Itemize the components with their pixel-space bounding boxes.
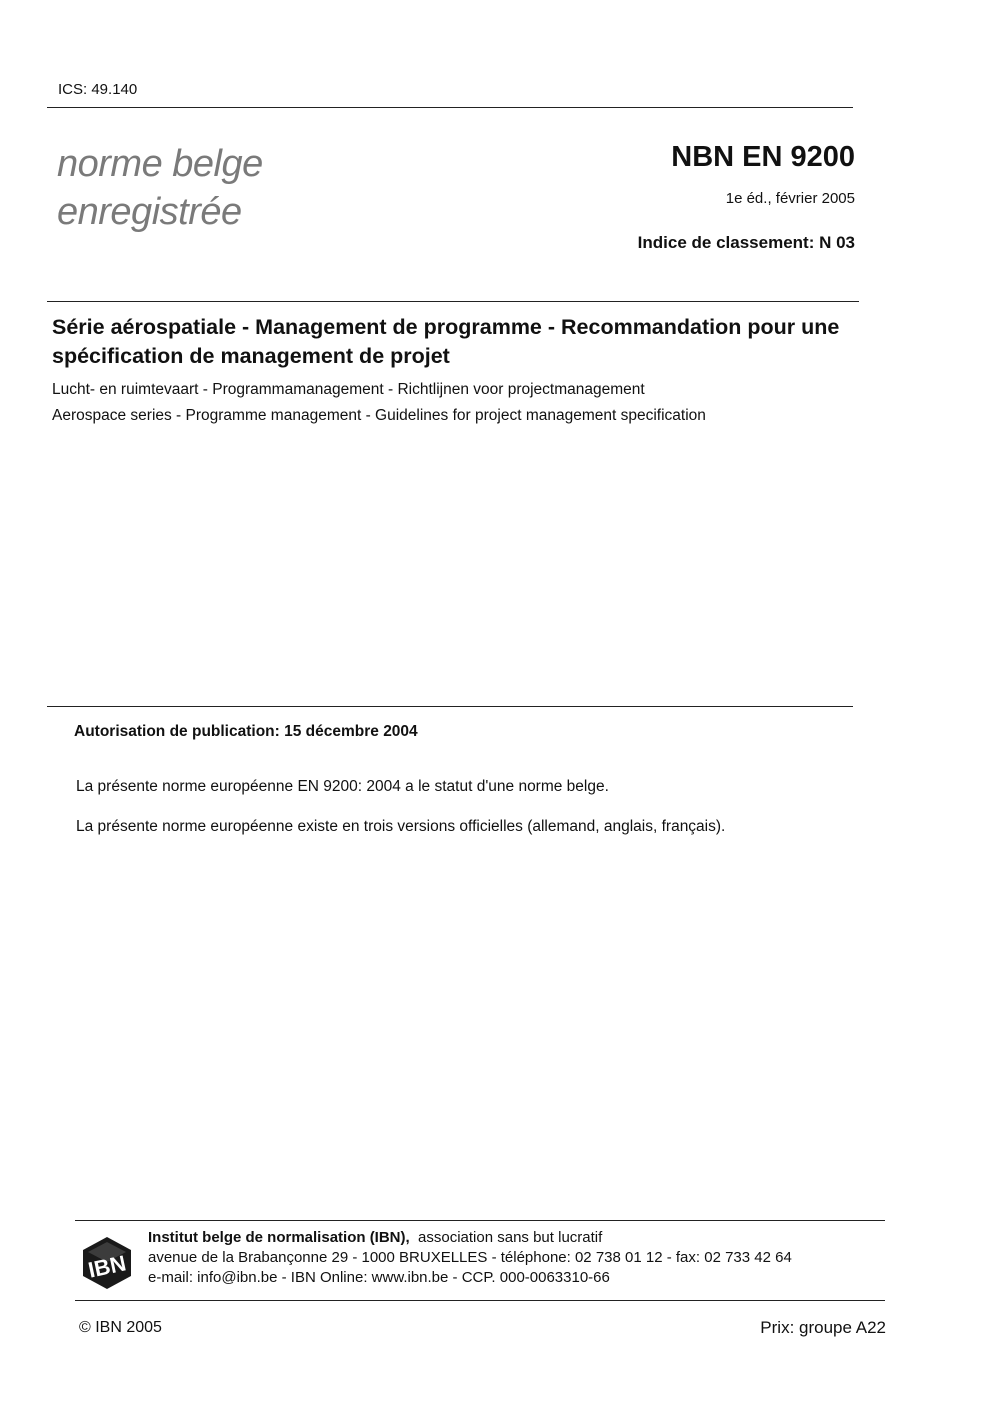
classification-index: Indice de classement: N 03 <box>637 233 855 252</box>
document-number: NBN EN 9200 <box>671 141 855 173</box>
organisation-address: avenue de la Brabançonne 29 - 1000 BRUXELLES - téléphone: 02 738 01 12 - fax: 02 733 42 64 <box>148 1249 792 1266</box>
header-rule <box>47 107 853 108</box>
organisation-type: association sans but lucratif <box>418 1229 603 1246</box>
edition-date: 1e éd., février 2005 <box>725 190 855 207</box>
ibn-logo <box>82 1236 132 1290</box>
brand-label <box>57 140 263 236</box>
title-english: Aerospace series - Programme management - Guidelines for project management specification <box>52 407 706 424</box>
brand-line-1: norme belge <box>57 143 263 185</box>
copyright: © IBN 2005 <box>79 1319 162 1336</box>
footer-top-rule <box>75 1220 885 1221</box>
organisation-name <box>148 1228 602 1248</box>
ics-code: ICS: 49.140 <box>58 81 138 98</box>
status-statement: La présente norme européenne EN 9200: 2004 a le statut d'une norme belge. <box>76 778 609 795</box>
organisation-title: Institut belge de normalisation (IBN), <box>148 1229 410 1246</box>
versions-statement: La présente norme européenne existe en trois versions officielles (allemand, anglais, français). <box>76 818 726 835</box>
price-group: Prix: groupe A22 <box>760 1318 886 1337</box>
brand-line-2: enregistrée <box>57 191 242 233</box>
organisation-contact: e-mail: info@ibn.be - IBN Online: www.ibn.be - CCP. 000-0063310-66 <box>148 1269 610 1286</box>
title-french: Série aérospatiale - Management de programme - Recommandation pour une spécification de management de projet <box>52 315 840 368</box>
title-rule <box>47 301 859 302</box>
ibn-logo-icon <box>82 1236 132 1290</box>
publication-authorisation: Autorisation de publication: 15 décembre 2004 <box>74 723 418 740</box>
footer-bottom-rule <box>75 1300 885 1301</box>
title-dutch: Lucht- en ruimtevaart - Programmamanagement - Richtlijnen voor projectmanagement <box>52 381 645 398</box>
logo-text: IBN <box>85 1250 129 1283</box>
publication-rule <box>47 706 853 707</box>
